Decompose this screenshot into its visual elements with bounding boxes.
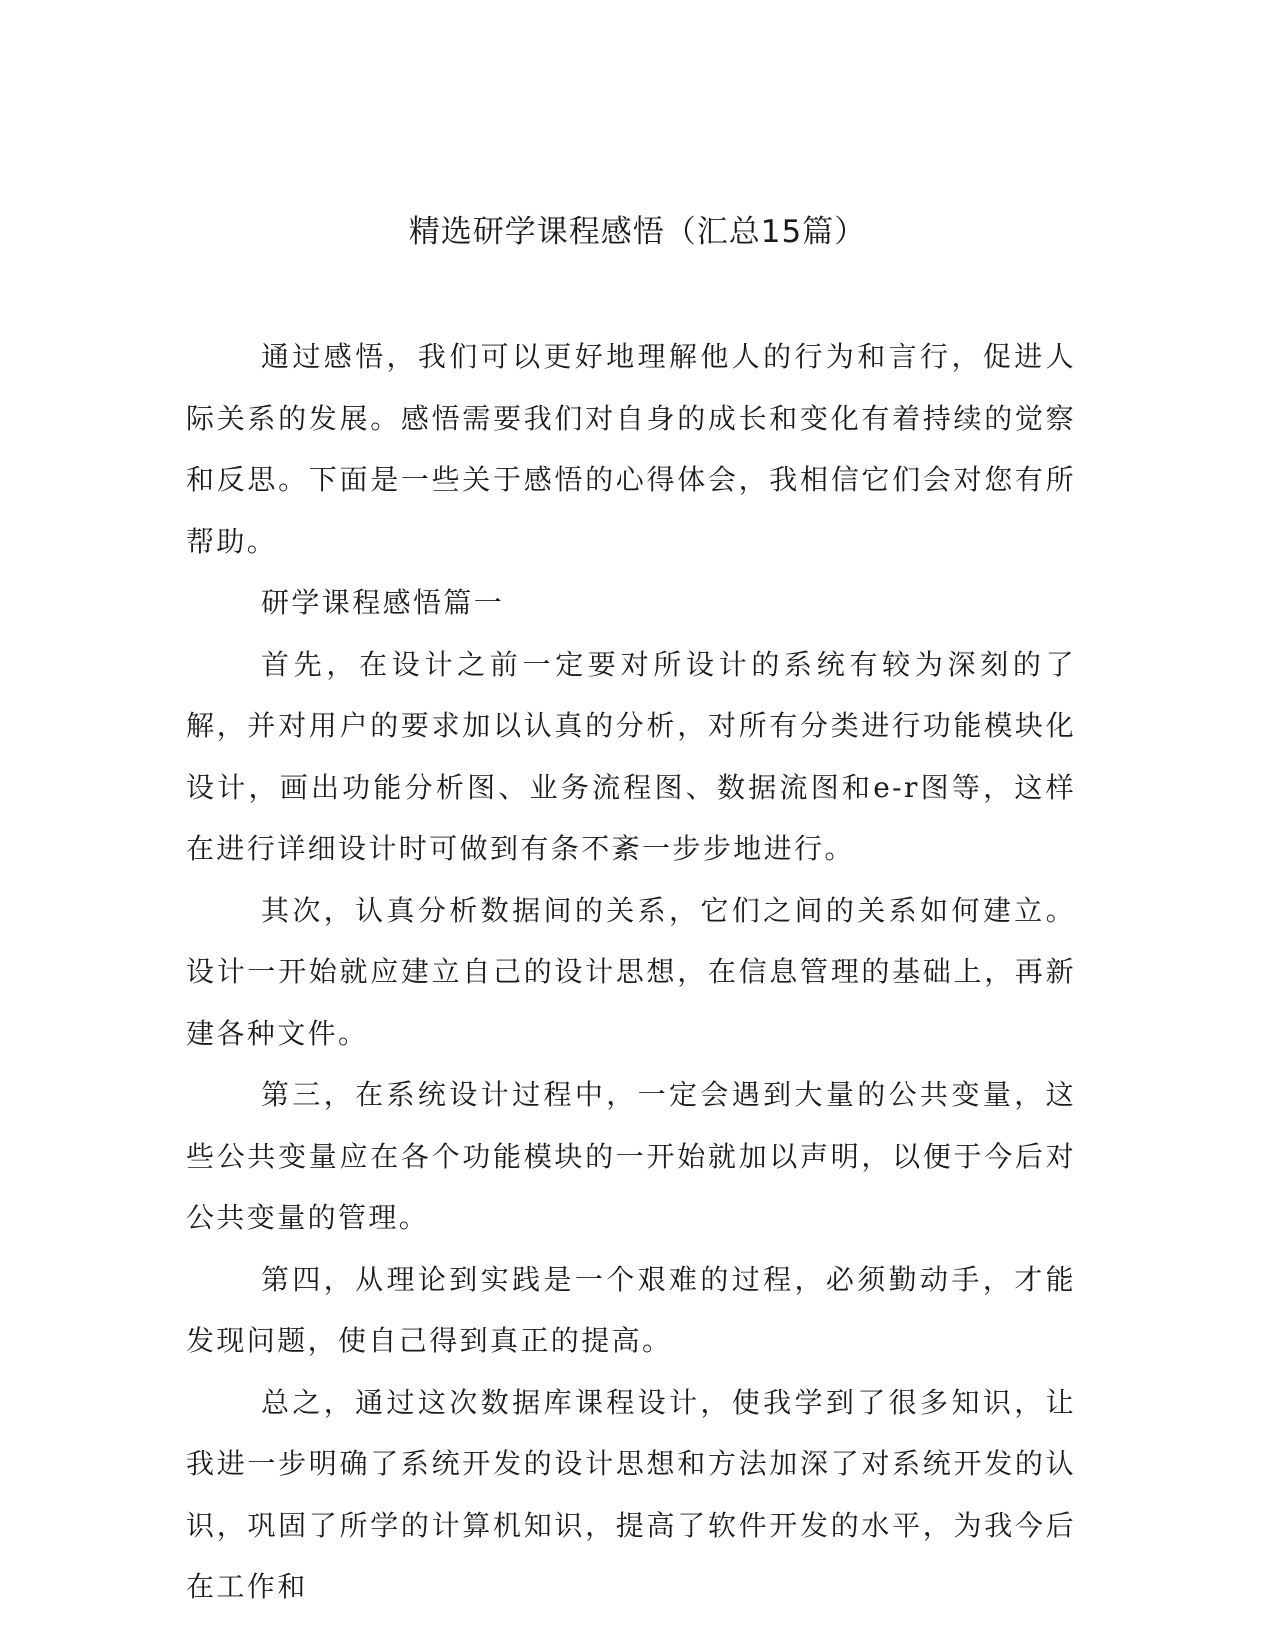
paragraph-third: 第三，在系统设计过程中，一定会遇到大量的公共变量，这些公共变量应在各个功能模块的一开始就加以声明，以便于今后对公共变量的管理。 <box>186 1078 1076 1234</box>
document-title: 精选研学课程感悟（汇总15篇） <box>408 214 867 250</box>
paragraph-first: 首先，在设计之前一定要对所设计的系统有较为深刻的了解，并对用户的要求加以认真的分析，对所有分类进行功能模块化设计，画出功能分析图、业务流程图、数据流图和e-r图等，这样在进行详细设计时可做到有条不紊一步步地进行。 <box>186 647 1076 865</box>
paragraph-summary: 总之，通过这次数据库课程设计，使我学到了很多知识，让我进一步明确了系统开发的设计思想和方法加深了对系统开发的认识，巩固了所学的计算机知识，提高了软件开发的水平，为我今后在工作和 <box>186 1385 1076 1603</box>
intro-paragraph: 通过感悟，我们可以更好地理解他人的行为和言行，促进人际关系的发展。感悟需要我们对自身的成长和变化有着持续的觉察和反思。下面是一些关于感悟的心得体会，我相信它们会对您有所帮助。 <box>186 340 1076 558</box>
section-heading: 研学课程感悟篇一 <box>261 586 505 619</box>
paragraph-second: 其次，认真分析数据间的关系，它们之间的关系如何建立。设计一开始就应建立自己的设计思想，在信息管理的基础上，再新建各种文件。 <box>186 893 1076 1050</box>
document-body <box>186 326 1076 1618</box>
paragraph-fourth: 第四，从理论到实践是一个艰难的过程，必须勤动手，才能发现问题，使自己得到真正的提高。 <box>186 1262 1076 1357</box>
